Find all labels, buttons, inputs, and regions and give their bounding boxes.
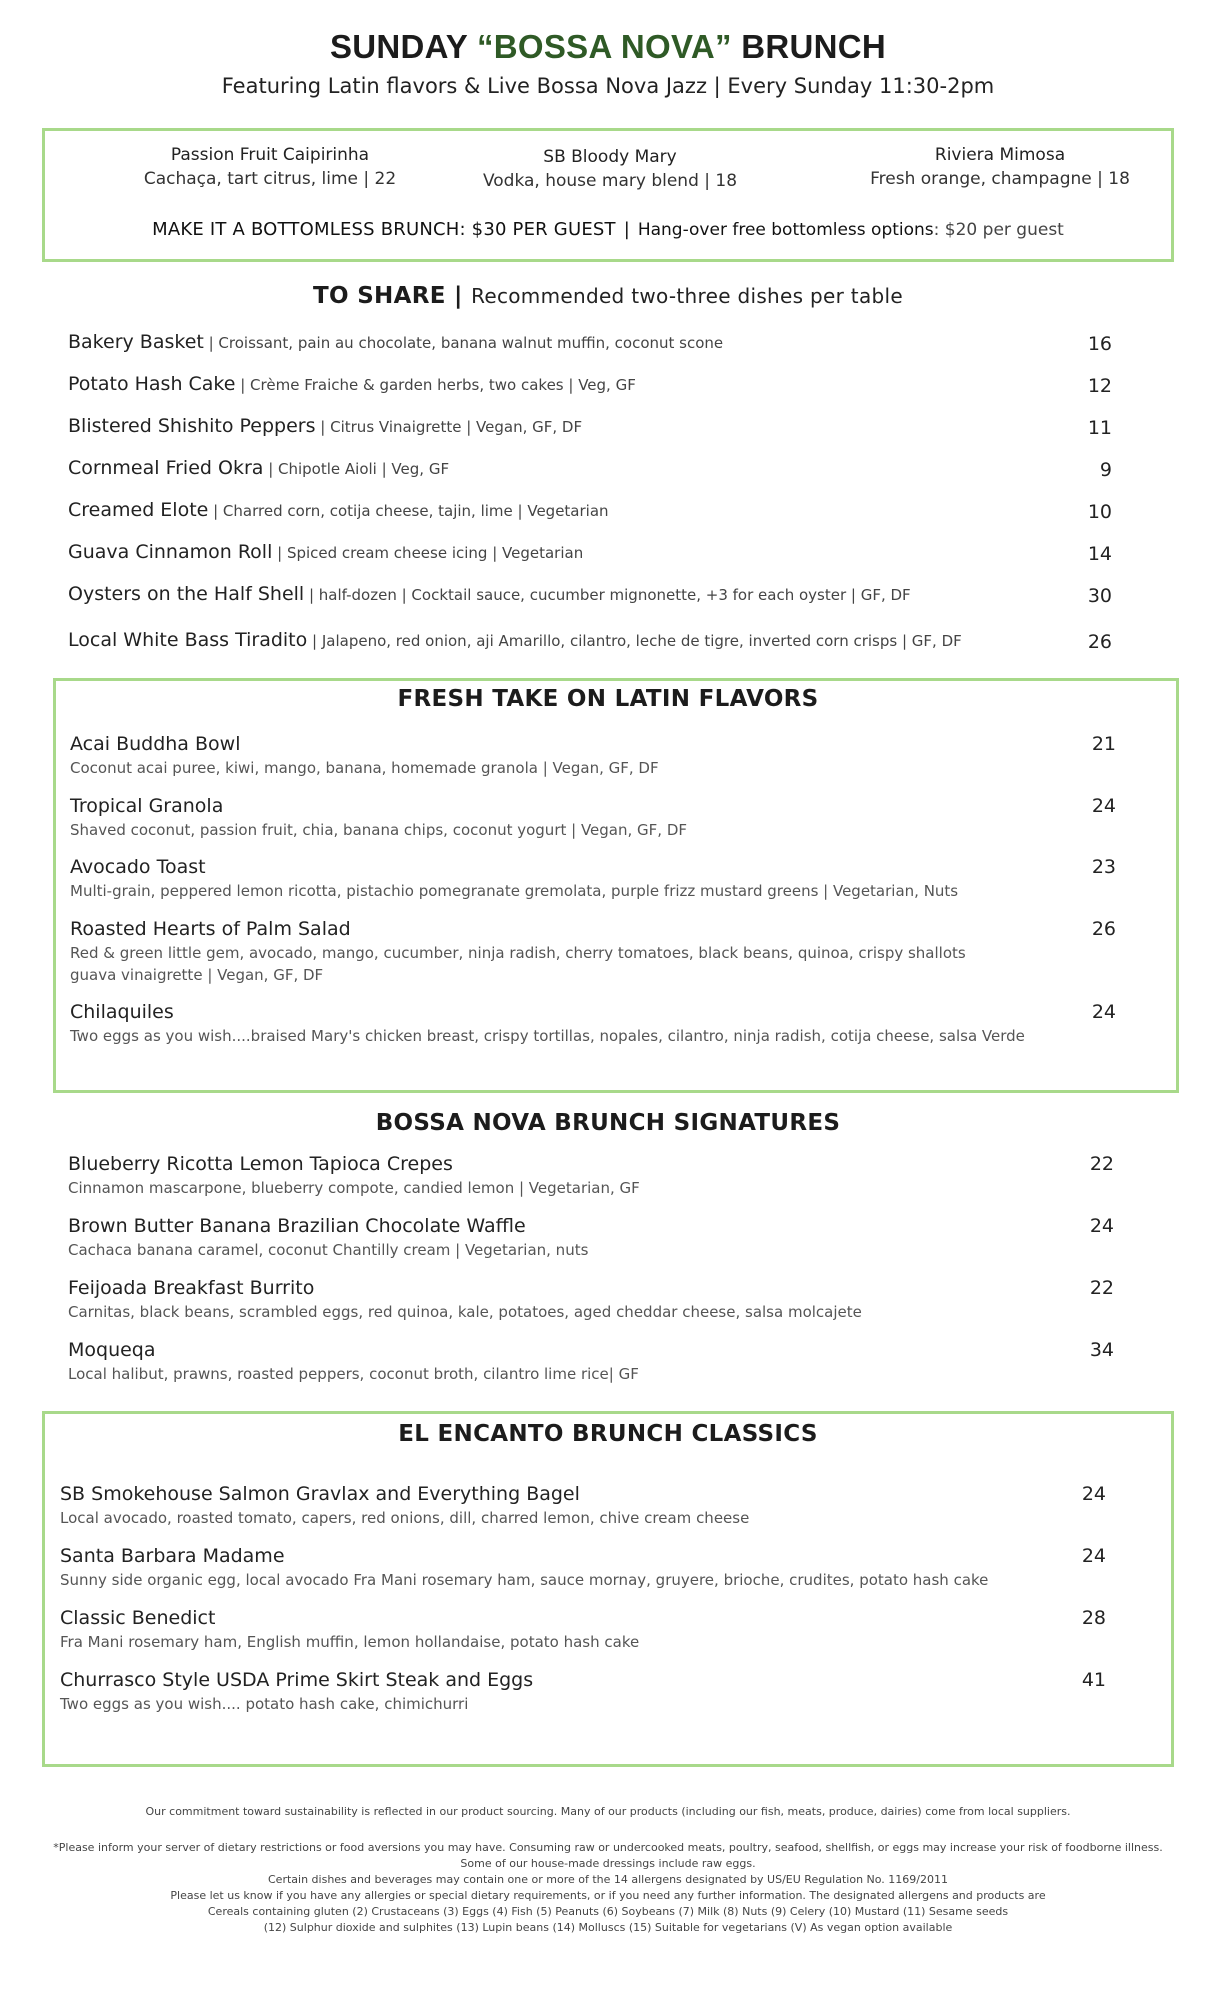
share-item bbox=[68, 541, 1112, 571]
drink-name: SB Bloody Mary bbox=[543, 147, 677, 167]
item-desc: Cachaca banana caramel, coconut Chantilly cream | Vegetarian, nuts bbox=[68, 1241, 589, 1259]
item-desc: Two eggs as you wish.... potato hash cake, chimichurri bbox=[60, 1695, 469, 1713]
share-item bbox=[68, 415, 1112, 445]
footer-line: *Please inform your server of dietary restrictions or food aversions you may have. Consuming raw or undercooked meats, poultry, seafood, shellfish, or eggs may increase your risk of foodborne illness. bbox=[53, 1841, 1163, 1854]
item-desc: Shaved coconut, passion fruit, chia, banana chips, coconut yogurt | Vegan, GF, DF bbox=[70, 821, 687, 839]
item-name: Blueberry Ricotta Lemon Tapioca Crepes bbox=[68, 1153, 453, 1175]
share-item bbox=[68, 629, 1112, 659]
item-name: Roasted Hearts of Palm Salad bbox=[70, 918, 351, 940]
item-price: 41 bbox=[1081, 1669, 1106, 1691]
item-price: 30 bbox=[1087, 585, 1112, 607]
item-price: 24 bbox=[1081, 1483, 1106, 1505]
item-name: Moqueqa bbox=[68, 1339, 156, 1361]
share-item bbox=[68, 331, 1112, 361]
to-share-note: Recommended two-three dishes per table bbox=[471, 284, 903, 308]
item-desc: Two eggs as you wish....braised Mary's chicken breast, crispy tortillas, nopales, cilantro, ninja radish, cotija cheese, salsa Verde bbox=[70, 1027, 1025, 1045]
bottomless-offer bbox=[45, 219, 1171, 240]
item-name: Churrasco Style USDA Prime Skirt Steak and Eggs bbox=[60, 1669, 534, 1691]
item-desc: | half-dozen | Cocktail sauce, cucumber mignonette, +3 for each oyster | GF, DF bbox=[304, 586, 911, 604]
to-share-bar: | bbox=[454, 283, 463, 309]
menu-item bbox=[70, 916, 1116, 986]
item-desc: | Jalapeno, red onion, aji Amarillo, cilantro, leche de tigre, inverted corn crisps | GF, DF bbox=[307, 632, 962, 650]
to-share-title: TO SHARE bbox=[313, 283, 446, 309]
item-name: Tropical Granola bbox=[70, 795, 224, 817]
item-name: Oysters on the Half Shell bbox=[68, 583, 305, 605]
item-name: Local White Bass Tiradito bbox=[68, 629, 308, 651]
item-price: 24 bbox=[1081, 1545, 1106, 1567]
page-title bbox=[0, 28, 1216, 66]
menu-item bbox=[68, 1337, 1114, 1385]
item-desc: Carnitas, black beans, scrambled eggs, red quinoa, kale, potatoes, aged cheddar cheese, salsa molcajete bbox=[68, 1303, 862, 1321]
item-price: 28 bbox=[1081, 1607, 1106, 1629]
hangover-price: : $20 per guest bbox=[933, 220, 1064, 240]
share-item bbox=[68, 499, 1112, 529]
item-desc: Local avocado, roasted tomato, capers, red onions, dill, charred lemon, chive cream cheese bbox=[60, 1509, 750, 1527]
footer-line: (12) Sulphur dioxide and sulphites (13) Lupin beans (14) Molluscs (15) Suitable for vegetarians (V) As vegan option available bbox=[263, 1921, 953, 1934]
item-name: Chilaquiles bbox=[70, 1001, 174, 1023]
item-name: Santa Barbara Madame bbox=[60, 1545, 285, 1567]
item-desc: | Citrus Vinaigrette | Vegan, GF, DF bbox=[315, 418, 583, 436]
drink-desc: Fresh orange, champagne | 18 bbox=[870, 169, 1130, 189]
item-desc: | Spiced cream cheese icing | Vegetarian bbox=[272, 544, 584, 562]
item-name: Blistered Shishito Peppers bbox=[68, 415, 316, 437]
item-name: Cornmeal Fried Okra bbox=[68, 457, 264, 479]
item-price: 22 bbox=[1089, 1277, 1114, 1299]
title-pre: SUNDAY bbox=[329, 28, 477, 65]
drink-caipirinha bbox=[125, 143, 415, 191]
item-price: 10 bbox=[1087, 501, 1112, 523]
menu-item bbox=[68, 1213, 1114, 1261]
drinks-box bbox=[42, 128, 1174, 262]
item-price: 26 bbox=[1087, 631, 1112, 653]
drink-name: Passion Fruit Caipirinha bbox=[170, 145, 370, 165]
item-desc: Red & green little gem, avocado, mango, cucumber, ninja radish, cherry tomatoes, black beans, quinoa, crispy shallots bbox=[70, 944, 966, 962]
item-price: 26 bbox=[1091, 918, 1116, 940]
share-item bbox=[68, 583, 1112, 613]
item-desc: Cinnamon mascarpone, blueberry compote, candied lemon | Vegetarian, GF bbox=[68, 1179, 640, 1197]
hangover-label: Hang-over free bottomless options bbox=[637, 220, 934, 240]
item-desc: Local halibut, prawns, roasted peppers, coconut broth, cilantro lime rice| GF bbox=[68, 1365, 639, 1383]
item-desc: Sunny side organic egg, local avocado Fra Mani rosemary ham, sauce mornay, gruyere, brioche, crudites, potato hash cake bbox=[60, 1571, 989, 1589]
latin-heading: FRESH TAKE ON LATIN FLAVORS bbox=[397, 686, 819, 712]
share-item bbox=[68, 373, 1112, 403]
item-price: 9 bbox=[1099, 459, 1112, 481]
item-desc: | Croissant, pain au chocolate, banana walnut muffin, coconut scone bbox=[203, 334, 724, 352]
item-price: 16 bbox=[1087, 333, 1112, 355]
sustainability-note: Our commitment toward sustainability is reflected in our product sourcing. Many of our products (including our fish, meats, produce, dairies) come from local suppliers. bbox=[145, 1805, 1071, 1818]
item-name: SB Smokehouse Salmon Gravlax and Everything Bagel bbox=[60, 1483, 580, 1505]
item-name: Creamed Elote bbox=[68, 499, 209, 521]
to-share-heading bbox=[0, 283, 1216, 309]
share-item bbox=[68, 457, 1112, 487]
title-post: BRUNCH bbox=[731, 28, 887, 65]
menu-item bbox=[60, 1605, 1106, 1653]
item-price: 11 bbox=[1087, 417, 1112, 439]
menu-item bbox=[68, 1151, 1114, 1199]
footer-line: Please let us know if you have any allergies or special dietary requirements, or if you need any further information. The designated allergens and products are bbox=[170, 1889, 1046, 1902]
drink-mimosa bbox=[855, 143, 1145, 191]
drink-bloody-mary bbox=[465, 145, 755, 193]
title-bossa-nova: “BOSSA NOVA” bbox=[476, 28, 732, 65]
item-name: Brown Butter Banana Brazilian Chocolate Waffle bbox=[68, 1215, 526, 1237]
menu-item bbox=[60, 1543, 1106, 1591]
item-price: 24 bbox=[1089, 1215, 1114, 1237]
footer-line: Certain dishes and beverages may contain one or more of the 14 allergens designated by US/EU Regulation No. 1169/2011 bbox=[268, 1873, 948, 1886]
drink-desc: Vodka, house mary blend | 18 bbox=[482, 171, 738, 191]
item-price: 12 bbox=[1087, 375, 1112, 397]
subtitle: Featuring Latin flavors & Live Bossa Nova Jazz | Every Sunday 11:30-2pm bbox=[221, 74, 995, 98]
drink-desc: Cachaça, tart citrus, lime | 22 bbox=[143, 169, 397, 189]
item-desc: | Crème Fraiche & garden herbs, two cakes | Veg, GF bbox=[235, 376, 636, 394]
item-desc: | Chipotle Aioli | Veg, GF bbox=[263, 460, 450, 478]
drink-name: Riviera Mimosa bbox=[934, 145, 1066, 165]
item-price: 34 bbox=[1089, 1339, 1114, 1361]
menu-item bbox=[70, 854, 1116, 902]
menu-item bbox=[60, 1667, 1106, 1715]
item-desc: Fra Mani rosemary ham, English muffin, lemon hollandaise, potato hash cake bbox=[60, 1633, 640, 1651]
menu-item bbox=[70, 999, 1116, 1047]
item-price: 22 bbox=[1089, 1153, 1114, 1175]
item-name: Acai Buddha Bowl bbox=[70, 733, 241, 755]
item-name: Bakery Basket bbox=[68, 331, 204, 353]
item-name: Potato Hash Cake bbox=[68, 373, 236, 395]
item-name: Avocado Toast bbox=[70, 856, 206, 878]
item-name: Classic Benedict bbox=[60, 1607, 216, 1629]
classics-heading: EL ENCANTO BRUNCH CLASSICS bbox=[398, 1421, 818, 1447]
item-name: Guava Cinnamon Roll bbox=[68, 541, 273, 563]
signatures-heading: BOSSA NOVA BRUNCH SIGNATURES bbox=[375, 1110, 841, 1136]
menu-item bbox=[68, 1275, 1114, 1323]
item-desc: Coconut acai puree, kiwi, mango, banana, homemade granola | Vegan, GF, DF bbox=[70, 759, 659, 777]
menu-item bbox=[70, 731, 1116, 779]
item-price: 14 bbox=[1087, 543, 1112, 565]
allergen-notice bbox=[0, 1840, 1216, 1936]
item-desc-line2: guava vinaigrette | Vegan, GF, DF bbox=[70, 966, 324, 984]
menu-item bbox=[60, 1481, 1106, 1529]
item-desc: | Charred corn, cotija cheese, tajin, lime | Vegetarian bbox=[208, 502, 609, 520]
item-price: 24 bbox=[1091, 1001, 1116, 1023]
footer-line: Some of our house-made dressings include raw eggs. bbox=[460, 1857, 756, 1870]
item-name: Feijoada Breakfast Burrito bbox=[68, 1277, 315, 1299]
menu-item bbox=[70, 793, 1116, 841]
bottomless-main: MAKE IT A BOTTOMLESS BRUNCH: $30 PER GUEST bbox=[152, 219, 616, 240]
footer-line: Cereals containing gluten (2) Crustaceans (3) Eggs (4) Fish (5) Peanuts (6) Soybeans (7) Milk (8) Nuts (9) Celery (10) Mustard (11) Sesame seeds bbox=[207, 1905, 1009, 1918]
item-price: 23 bbox=[1091, 856, 1116, 878]
item-desc: Multi-grain, peppered lemon ricotta, pistachio pomegranate gremolata, purple frizz mustard greens | Vegetarian, Nuts bbox=[70, 882, 959, 900]
item-price: 24 bbox=[1091, 795, 1116, 817]
item-price: 21 bbox=[1091, 733, 1116, 755]
bottomless-separator: | bbox=[623, 219, 630, 240]
